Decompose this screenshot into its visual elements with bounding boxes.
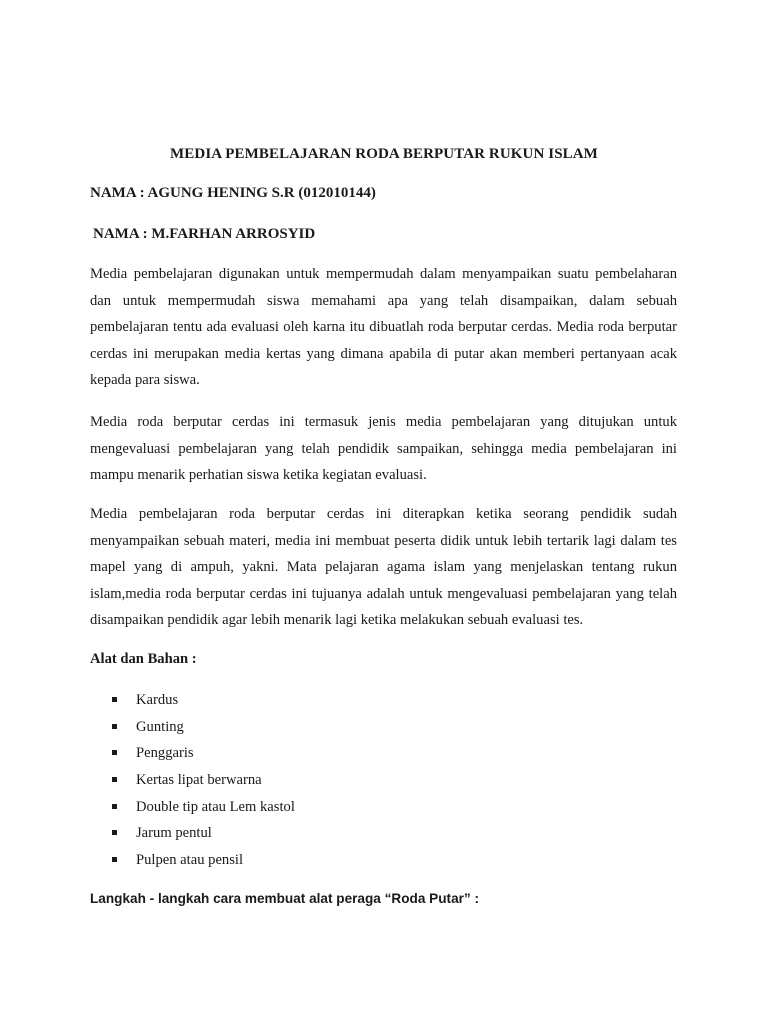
paragraph-application: Media pembelajaran roda berputar cerdas ini diterapkan ketika seorang pendidik sudah menyampaikan sebuah materi, media ini membuat peserta didik untuk lebih tertarik lagi dalam tes mapel yang di ampuh, yakni. Mata pelajaran agama islam yang menjelaskan tentang rukun islam,media roda berputar cerdas ini tujuanya adalah untuk mengevaluasi pembelajaran yang telah disampaikan pendidik agar lebih menarik lagi ketika melakukan sebuah evaluasi tes. [90, 506, 677, 629]
tool-label: Double tip atau Lem kastol [136, 798, 295, 815]
bullet-icon [112, 697, 117, 702]
tool-label: Penggaris [136, 745, 194, 762]
tool-label: Kardus [136, 692, 179, 708]
tool-label: Kertas lipat berwarna [136, 772, 262, 789]
bullet-icon [112, 777, 117, 782]
document-title: MEDIA PEMBELAJARAN RODA BERPUTAR RUKUN ISLAM [170, 146, 598, 162]
bullet-icon [112, 750, 117, 755]
tools-list [112, 687, 295, 874]
tool-label: Jarum pentul [136, 825, 212, 842]
list-item [112, 767, 295, 794]
paragraph-purpose: Media roda berputar cerdas ini termasuk jenis media pembelajaran yang ditujukan untuk mengevaluasi pembelajaran yang telah pendidik sampaikan, sehingga media pembelajaran ini mampu menarik perhatian siswa ketika kegiatan evaluasi. [90, 414, 677, 484]
list-item [112, 820, 295, 847]
list-item [112, 794, 295, 821]
tool-label: Gunting [136, 718, 184, 735]
steps-heading: Langkah - langkah cara membuat alat peraga “Roda Putar” : [90, 891, 480, 906]
paragraph-intro: Media pembelajaran digunakan untuk mempermudah dalam menyampaikan suatu pembelaharan dan untuk mempermudah siswa memahami apa yang telah disampaikan, dalam sebuah pembelajaran tentu ada evaluasi oleh karna itu dibuatlah roda berputar cerdas. Media roda berputar cerdas ini merupakan media kertas yang dimana apabila di putar akan memberi pertanyaan acak kepada para siswa. [90, 266, 677, 389]
list-item [112, 714, 295, 741]
tools-heading: Alat dan Bahan : [90, 651, 197, 667]
list-item [112, 847, 295, 874]
tool-label: Pulpen atau pensil [136, 852, 244, 869]
bullet-icon [112, 830, 117, 835]
list-item [112, 740, 295, 767]
bullet-icon [112, 724, 117, 729]
author-name-1: NAMA : AGUNG HENING S.R (012010144) [90, 185, 376, 201]
author-name-2: NAMA : M.FARHAN ARROSYID [93, 226, 316, 242]
bullet-icon [112, 804, 117, 809]
list-item [112, 687, 295, 714]
bullet-icon [112, 857, 117, 862]
